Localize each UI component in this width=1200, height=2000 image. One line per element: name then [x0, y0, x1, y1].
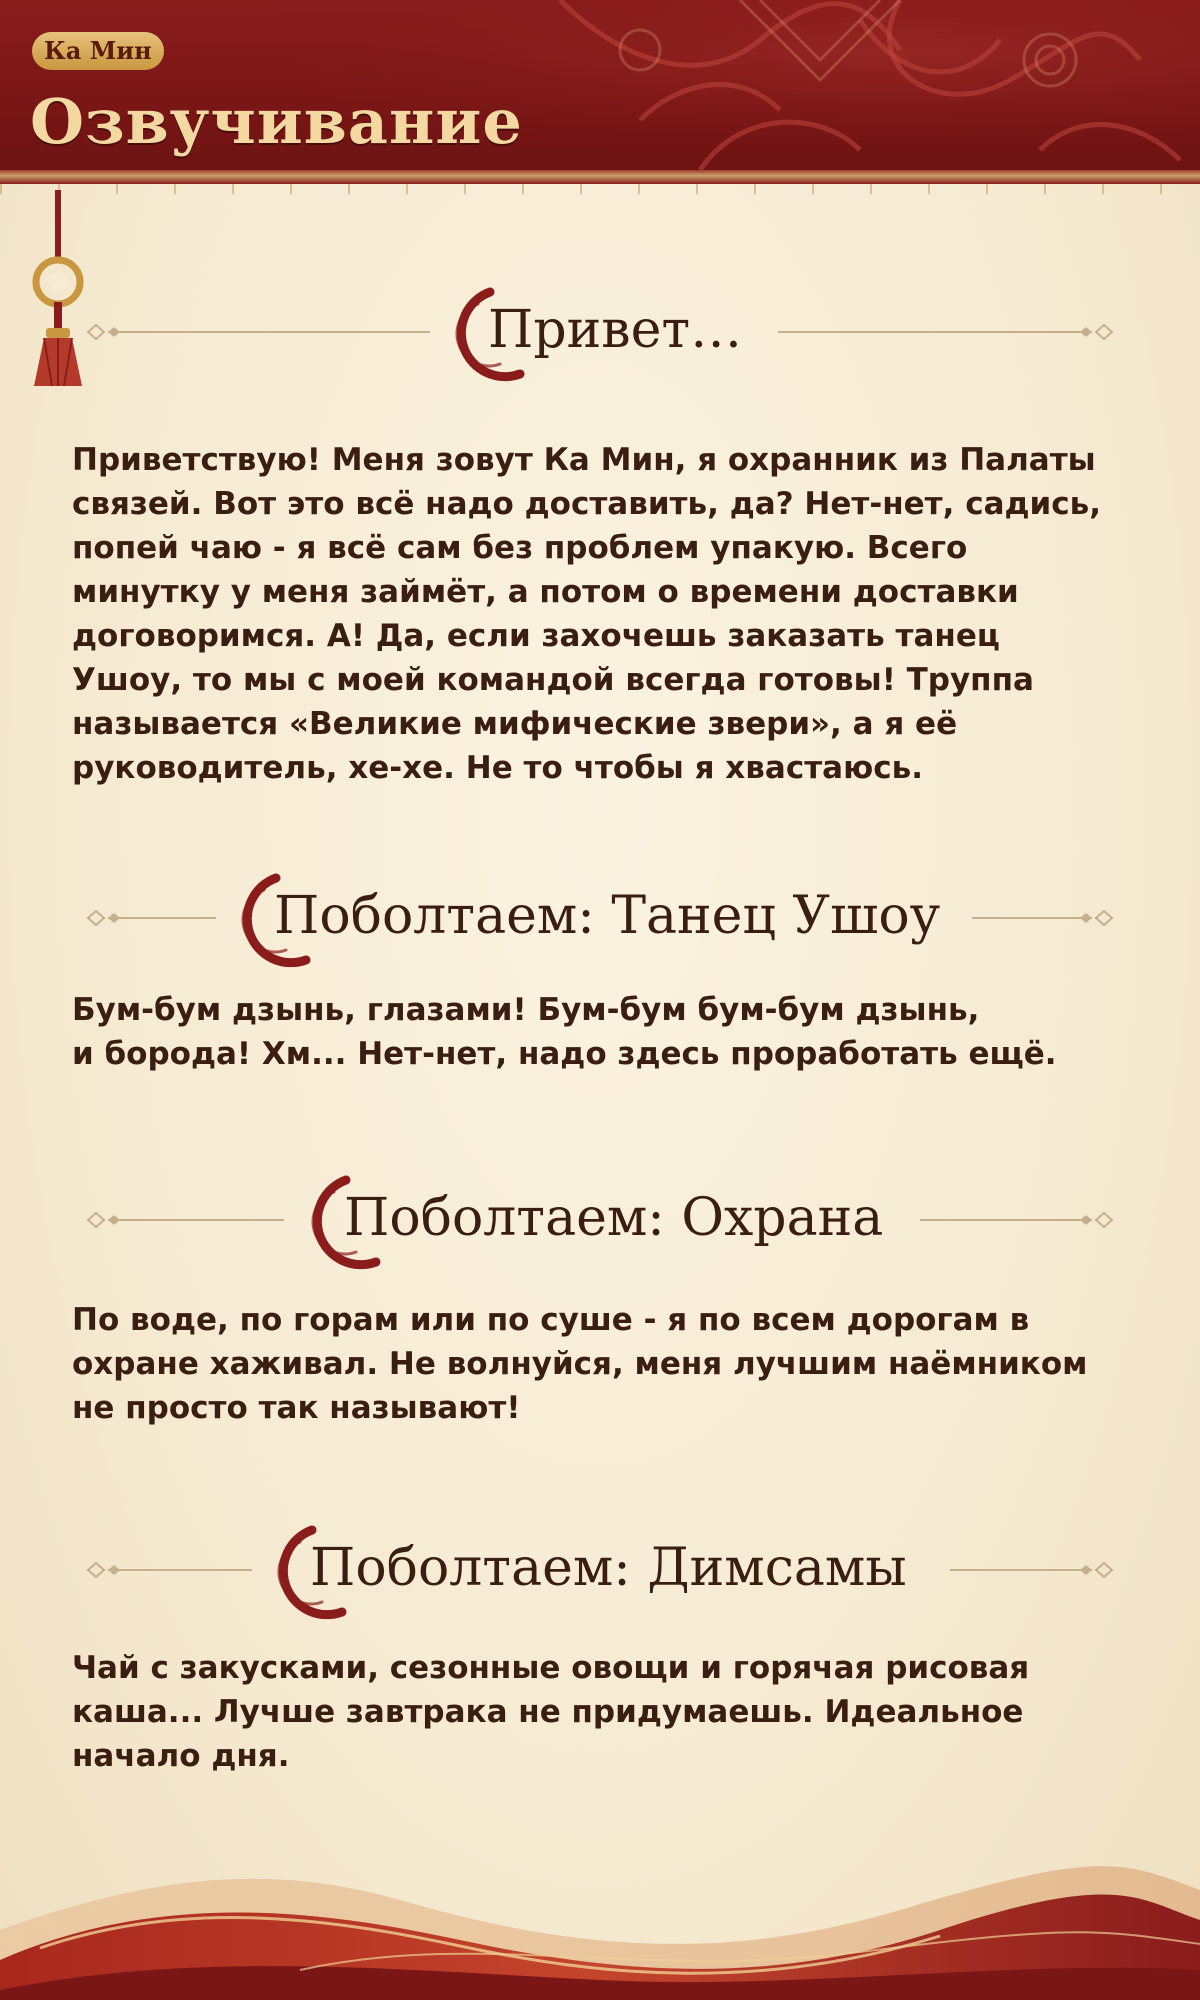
text-line: охране хаживал. Не волнуйся, меня лучшим наёмником — [72, 1346, 1088, 1382]
text-line: По воде, по горам или по суше - я по всем дорогам в — [72, 1302, 1030, 1338]
section-text — [72, 1646, 1132, 1778]
text-line: минутку у меня займёт, а потом о времени доставки — [72, 574, 1019, 610]
header-trim — [0, 170, 1200, 184]
section-title: Поболтаем: Охрана — [344, 1188, 884, 1248]
header-banner — [0, 0, 1200, 178]
section-header — [0, 1158, 1200, 1278]
text-line: Ушоу, то мы с моей командой всегда готовы! Труппа — [72, 662, 1034, 698]
page-title: Озвучивание — [30, 85, 523, 158]
section-header — [0, 270, 1200, 390]
text-line: называется «Великие мифические звери», а я её — [72, 706, 958, 742]
section-title: Поболтаем: Танец Ушоу — [274, 886, 941, 946]
section-text — [72, 438, 1132, 790]
text-line: не просто так называют! — [72, 1390, 521, 1426]
text-line: договоримся. А! Да, если захочешь заказать танец — [72, 618, 1000, 654]
header-trim-pattern — [0, 184, 1200, 194]
section-text — [72, 1298, 1132, 1430]
section-title: Поболтаем: Димсамы — [310, 1538, 907, 1598]
section-text — [72, 988, 1132, 1076]
text-line: каша... Лучше завтрака не придумаешь. Идеальное — [72, 1694, 1024, 1730]
bottom-wave-ornament — [0, 1820, 1200, 2000]
text-line: Приветствую! Меня зовут Ка Мин, я охранник из Палаты — [72, 442, 1096, 478]
text-line: начало дня. — [72, 1738, 290, 1774]
text-line: и борода! Хм... Нет-нет, надо здесь проработать ещё. — [72, 1036, 1057, 1072]
text-line: попей чаю - я всё сам без проблем упакую. Всего — [72, 530, 968, 566]
section-header — [0, 856, 1200, 976]
text-line: Чай с закусками, сезонные овощи и горячая рисовая — [72, 1650, 1030, 1686]
text-line: Бум-бум дзынь, глазами! Бум-бум бум-бум дзынь, — [72, 992, 980, 1028]
text-line: руководитель, хе-хе. Не то чтобы я хвастаюсь. — [72, 750, 923, 786]
character-name-badge: Ка Мин — [32, 32, 164, 70]
section-title: Привет… — [488, 300, 743, 360]
text-line: связей. Вот это всё надо доставить, да? Нет-нет, садись, — [72, 486, 1102, 522]
section-header — [0, 1508, 1200, 1628]
